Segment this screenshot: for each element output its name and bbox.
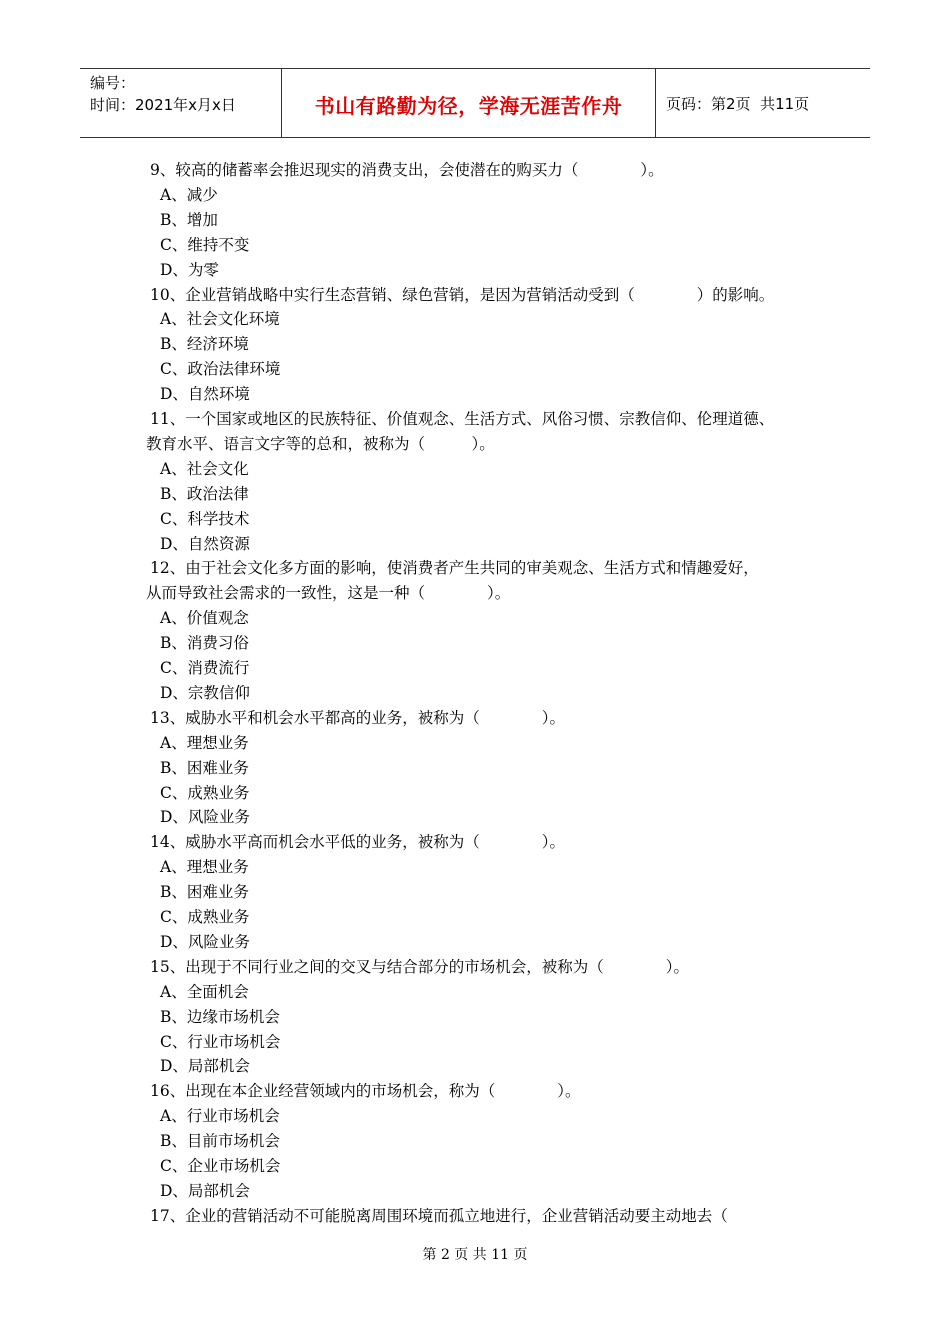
answer-option: C、企业市场机会: [160, 1157, 281, 1175]
answer-option: B、增加: [160, 210, 218, 229]
answer-option: B、消费习俗: [160, 634, 249, 653]
answer-option: D、局部机会: [160, 1057, 250, 1076]
answer-option: C、成熟业务: [160, 908, 250, 926]
question-text: 10、企业营销战略中实行生态营销、绿色营销，是因为营销活动受到（ ）的影响。: [150, 285, 775, 304]
answer-option: D、局部机会: [160, 1181, 250, 1200]
question-text: 11、一个国家或地区的民族特征、价值观念、生活方式、风俗习惯、宗教信仰、伦理道德、: [150, 410, 775, 428]
answer-option: A、全面机会: [160, 982, 249, 1001]
time-label: 时间：2021年x月x日: [90, 96, 236, 114]
question-text: 17、企业的营销活动不可能脱离周围环境而孤立地进行，企业营销活动要主动地去（: [150, 1206, 728, 1225]
motto-text: 书山有路勤为径，学海无涯苦作舟: [314, 93, 623, 118]
answer-option: A、社会文化: [160, 459, 249, 478]
answer-option: B、困难业务: [160, 758, 249, 777]
answer-option: A、行业市场机会: [160, 1107, 280, 1126]
answer-option: C、行业市场机会: [160, 1032, 281, 1051]
answer-option: B、政治法律: [160, 484, 249, 503]
answer-option: B、经济环境: [160, 335, 249, 354]
answer-option: B、边缘市场机会: [160, 1007, 280, 1026]
answer-option: D、宗教信仰: [160, 683, 250, 702]
question-text-continued: 教育水平、语言文字等的总和，被称为（ ）。: [146, 434, 495, 453]
number-label: 编号：: [90, 74, 136, 92]
answer-option: A、理想业务: [160, 733, 249, 752]
answer-option: D、风险业务: [160, 932, 250, 951]
answer-option: C、科学技术: [160, 509, 250, 528]
answer-option: A、价值观念: [160, 609, 249, 628]
answer-option: A、社会文化环境: [160, 310, 280, 329]
answer-option: C、消费流行: [160, 659, 250, 677]
answer-option: D、为零: [160, 260, 219, 279]
question-text: 16、出现在本企业经营领域内的市场机会，称为（ ）。: [150, 1082, 581, 1101]
question-text-continued: 从而导致社会需求的一致性，这是一种（ ）。: [146, 584, 511, 603]
answer-option: A、理想业务: [160, 858, 249, 877]
header-motto-cell: [282, 69, 656, 137]
answer-option: C、政治法律环境: [160, 360, 281, 379]
document-header: [80, 68, 870, 138]
question-text: 9、较高的储蓄率会推迟现实的消费支出，会使潜在的购买力（ ）。: [150, 161, 664, 179]
answer-option: A、减少: [160, 185, 218, 204]
question-text: 15、出现于不同行业之间的交叉与结合部分的市场机会，被称为（ ）。: [150, 957, 689, 976]
answer-option: D、自然环境: [160, 385, 250, 404]
answer-option: D、风险业务: [160, 808, 250, 827]
page-footer: 第 2 页 共 11 页: [422, 1247, 528, 1263]
answer-option: D、自然资源: [160, 534, 250, 553]
header-page-cell: [656, 69, 870, 137]
header-meta: [80, 69, 282, 137]
question-text: 13、威胁水平和机会水平都高的业务，被称为（ ）。: [150, 708, 565, 727]
question-text: 14、威胁水平高而机会水平低的业务，被称为（ ）。: [150, 833, 565, 852]
answer-option: C、成熟业务: [160, 783, 250, 802]
page-label: 页码：第2页 共11页: [666, 94, 810, 113]
answer-option: B、目前市场机会: [160, 1132, 280, 1151]
question-text: 12、由于社会文化多方面的影响，使消费者产生共同的审美观念、生活方式和情趣爱好，: [150, 559, 759, 578]
answer-option: B、困难业务: [160, 883, 249, 902]
answer-option: C、维持不变: [160, 235, 250, 254]
